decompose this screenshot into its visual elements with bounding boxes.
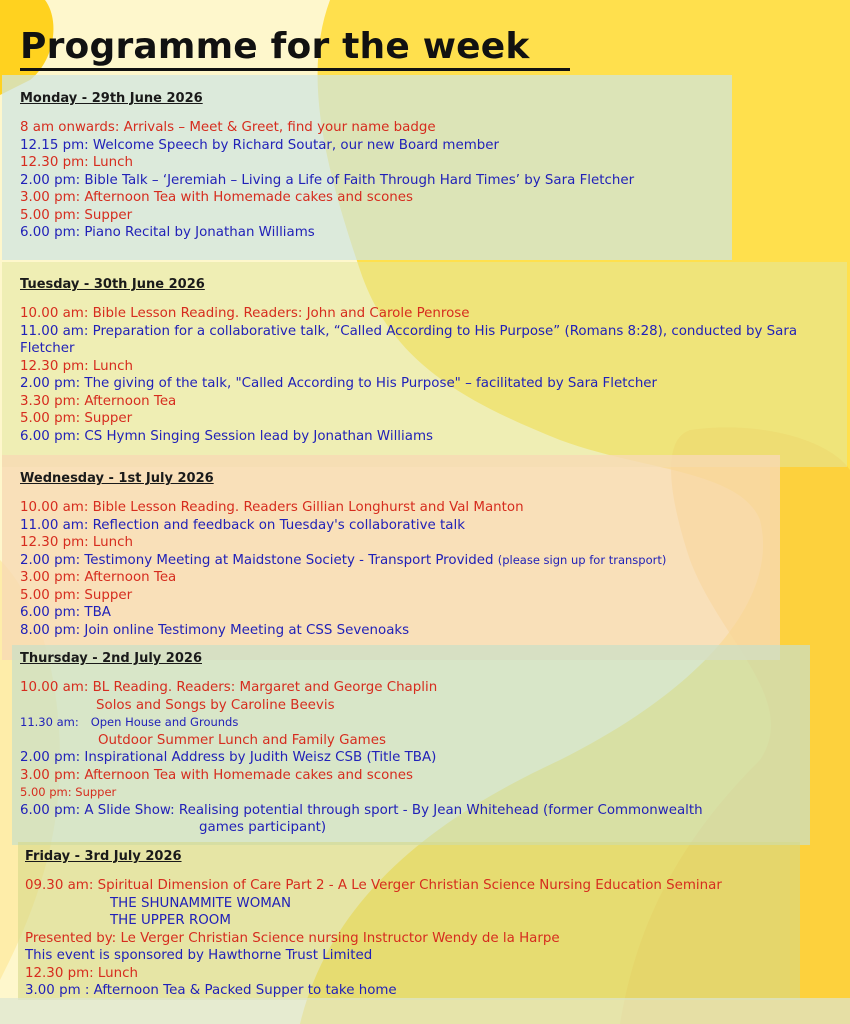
- schedule-item: 10.00 am: Bible Lesson Reading. Readers Gillian Longhurst and Val Manton: [20, 500, 524, 515]
- schedule-item: 5.00 pm: Supper: [20, 587, 133, 603]
- schedule-item: 5.00 pm: Supper: [20, 785, 117, 799]
- schedule-item: 11.00 am: Preparation for a collaborative talk, “Called According to His Purpose” (Romans 8:28), conducted by Sara Fletcher: [20, 323, 798, 356]
- schedule-item: 2.00 pm: Bible Talk – ‘Jeremiah – Living a Life of Faith Through Hard Times’ by Sara Fletcher: [20, 172, 635, 188]
- schedule-item-text: Open House and Grounds: [90, 715, 239, 729]
- schedule-item: 3.00 pm: Afternoon Tea: [20, 570, 177, 585]
- schedule-item: 12.30 pm: Lunch: [20, 358, 133, 374]
- schedule-item: Presented by: Le Verger Christian Science nursing Instructor Wendy de la Harpe: [25, 930, 560, 946]
- schedule-item: 3.00 pm: Afternoon Tea with Homemade cakes and scones: [20, 767, 413, 783]
- schedule-item: 12.30 pm: Lunch: [20, 155, 133, 170]
- schedule-item: 5.00 pm: Supper: [20, 207, 133, 223]
- schedule-item: games participant): [199, 820, 327, 835]
- schedule-item: 3.00 pm : Afternoon Tea & Packed Supper to take home: [25, 983, 397, 998]
- title-underline: [20, 68, 570, 71]
- schedule-item: 3.00 pm: Afternoon Tea with Homemade cakes and scones: [20, 190, 413, 205]
- day-header: Tuesday - 30th June 2026: [20, 277, 205, 292]
- schedule-item: 5.00 pm: Supper: [20, 411, 133, 426]
- schedule-item: 6.00 pm: Piano Recital by Jonathan Williams: [20, 225, 315, 240]
- schedule-item: THE UPPER ROOM: [110, 913, 231, 928]
- schedule-item: 10.00 am: BL Reading. Readers: Margaret and George Chaplin: [20, 680, 438, 695]
- schedule-item: 12.15 pm: Welcome Speech by Richard Soutar, our new Board member: [20, 137, 499, 153]
- day-header: Monday - 29th June 2026: [20, 91, 203, 106]
- schedule-item: This event is sponsored by Hawthorne Trust Limited: [25, 948, 373, 963]
- schedule-item: 2.00 pm: The giving of the talk, "Called According to His Purpose" – facilitated by Sara Fletcher: [20, 376, 658, 391]
- schedule-item: 2.00 pm: Inspirational Address by Judith Weisz CSB (Title TBA): [20, 750, 437, 765]
- day-header: Thursday - 2nd July 2026: [20, 651, 202, 666]
- schedule-item: 6.00 pm: CS Hymn Singing Session lead by Jonathan Williams: [20, 428, 433, 444]
- schedule-time: 11.30 am:: [20, 715, 79, 729]
- day-section-wednesday: [20, 471, 780, 639]
- schedule-item: 12.30 pm: Lunch: [20, 535, 133, 550]
- day-section-thursday: [20, 651, 810, 837]
- schedule-item: 10.00 am: Bible Lesson Reading. Readers: John and Carole Penrose: [20, 306, 470, 321]
- schedule-item: 12.30 pm: Lunch: [25, 965, 138, 981]
- schedule-item: 11.00 am: Reflection and feedback on Tuesday's collaborative talk: [20, 517, 465, 533]
- schedule-item: [20, 714, 810, 732]
- day-header: Friday - 3rd July 2026: [25, 849, 182, 864]
- schedule-item-text: 2.00 pm: Testimony Meeting at Maidstone Society - Transport Provided: [20, 552, 494, 568]
- schedule-item: 8 am onwards: Arrivals – Meet & Greet, find your name badge: [20, 120, 436, 135]
- day-section-tuesday: [20, 277, 835, 445]
- schedule-item: THE SHUNAMMITE WOMAN: [110, 895, 291, 911]
- day-section-friday: [25, 849, 800, 1000]
- schedule-item: Solos and Songs by Caroline Beevis: [96, 697, 335, 713]
- page-title: Programme for the week: [20, 26, 530, 67]
- schedule-item: [20, 552, 780, 570]
- day-header: Wednesday - 1st July 2026: [20, 471, 214, 486]
- schedule-item: 09.30 am: Spiritual Dimension of Care Part 2 - A Le Verger Christian Science Nursing Education Seminar: [25, 878, 722, 893]
- schedule-item: Outdoor Summer Lunch and Family Games: [98, 732, 386, 748]
- transport-note: (please sign up for transport): [497, 552, 667, 567]
- schedule-item: 8.00 pm: Join online Testimony Meeting at CSS Sevenoaks: [20, 622, 410, 638]
- schedule-item: 6.00 pm: TBA: [20, 605, 111, 620]
- day-section-monday: [20, 91, 740, 242]
- schedule-item: 3.30 pm: Afternoon Tea: [20, 393, 177, 409]
- schedule-item: 6.00 pm: A Slide Show: Realising potential through sport - By Jean Whitehead (former Commonwealth: [20, 802, 703, 818]
